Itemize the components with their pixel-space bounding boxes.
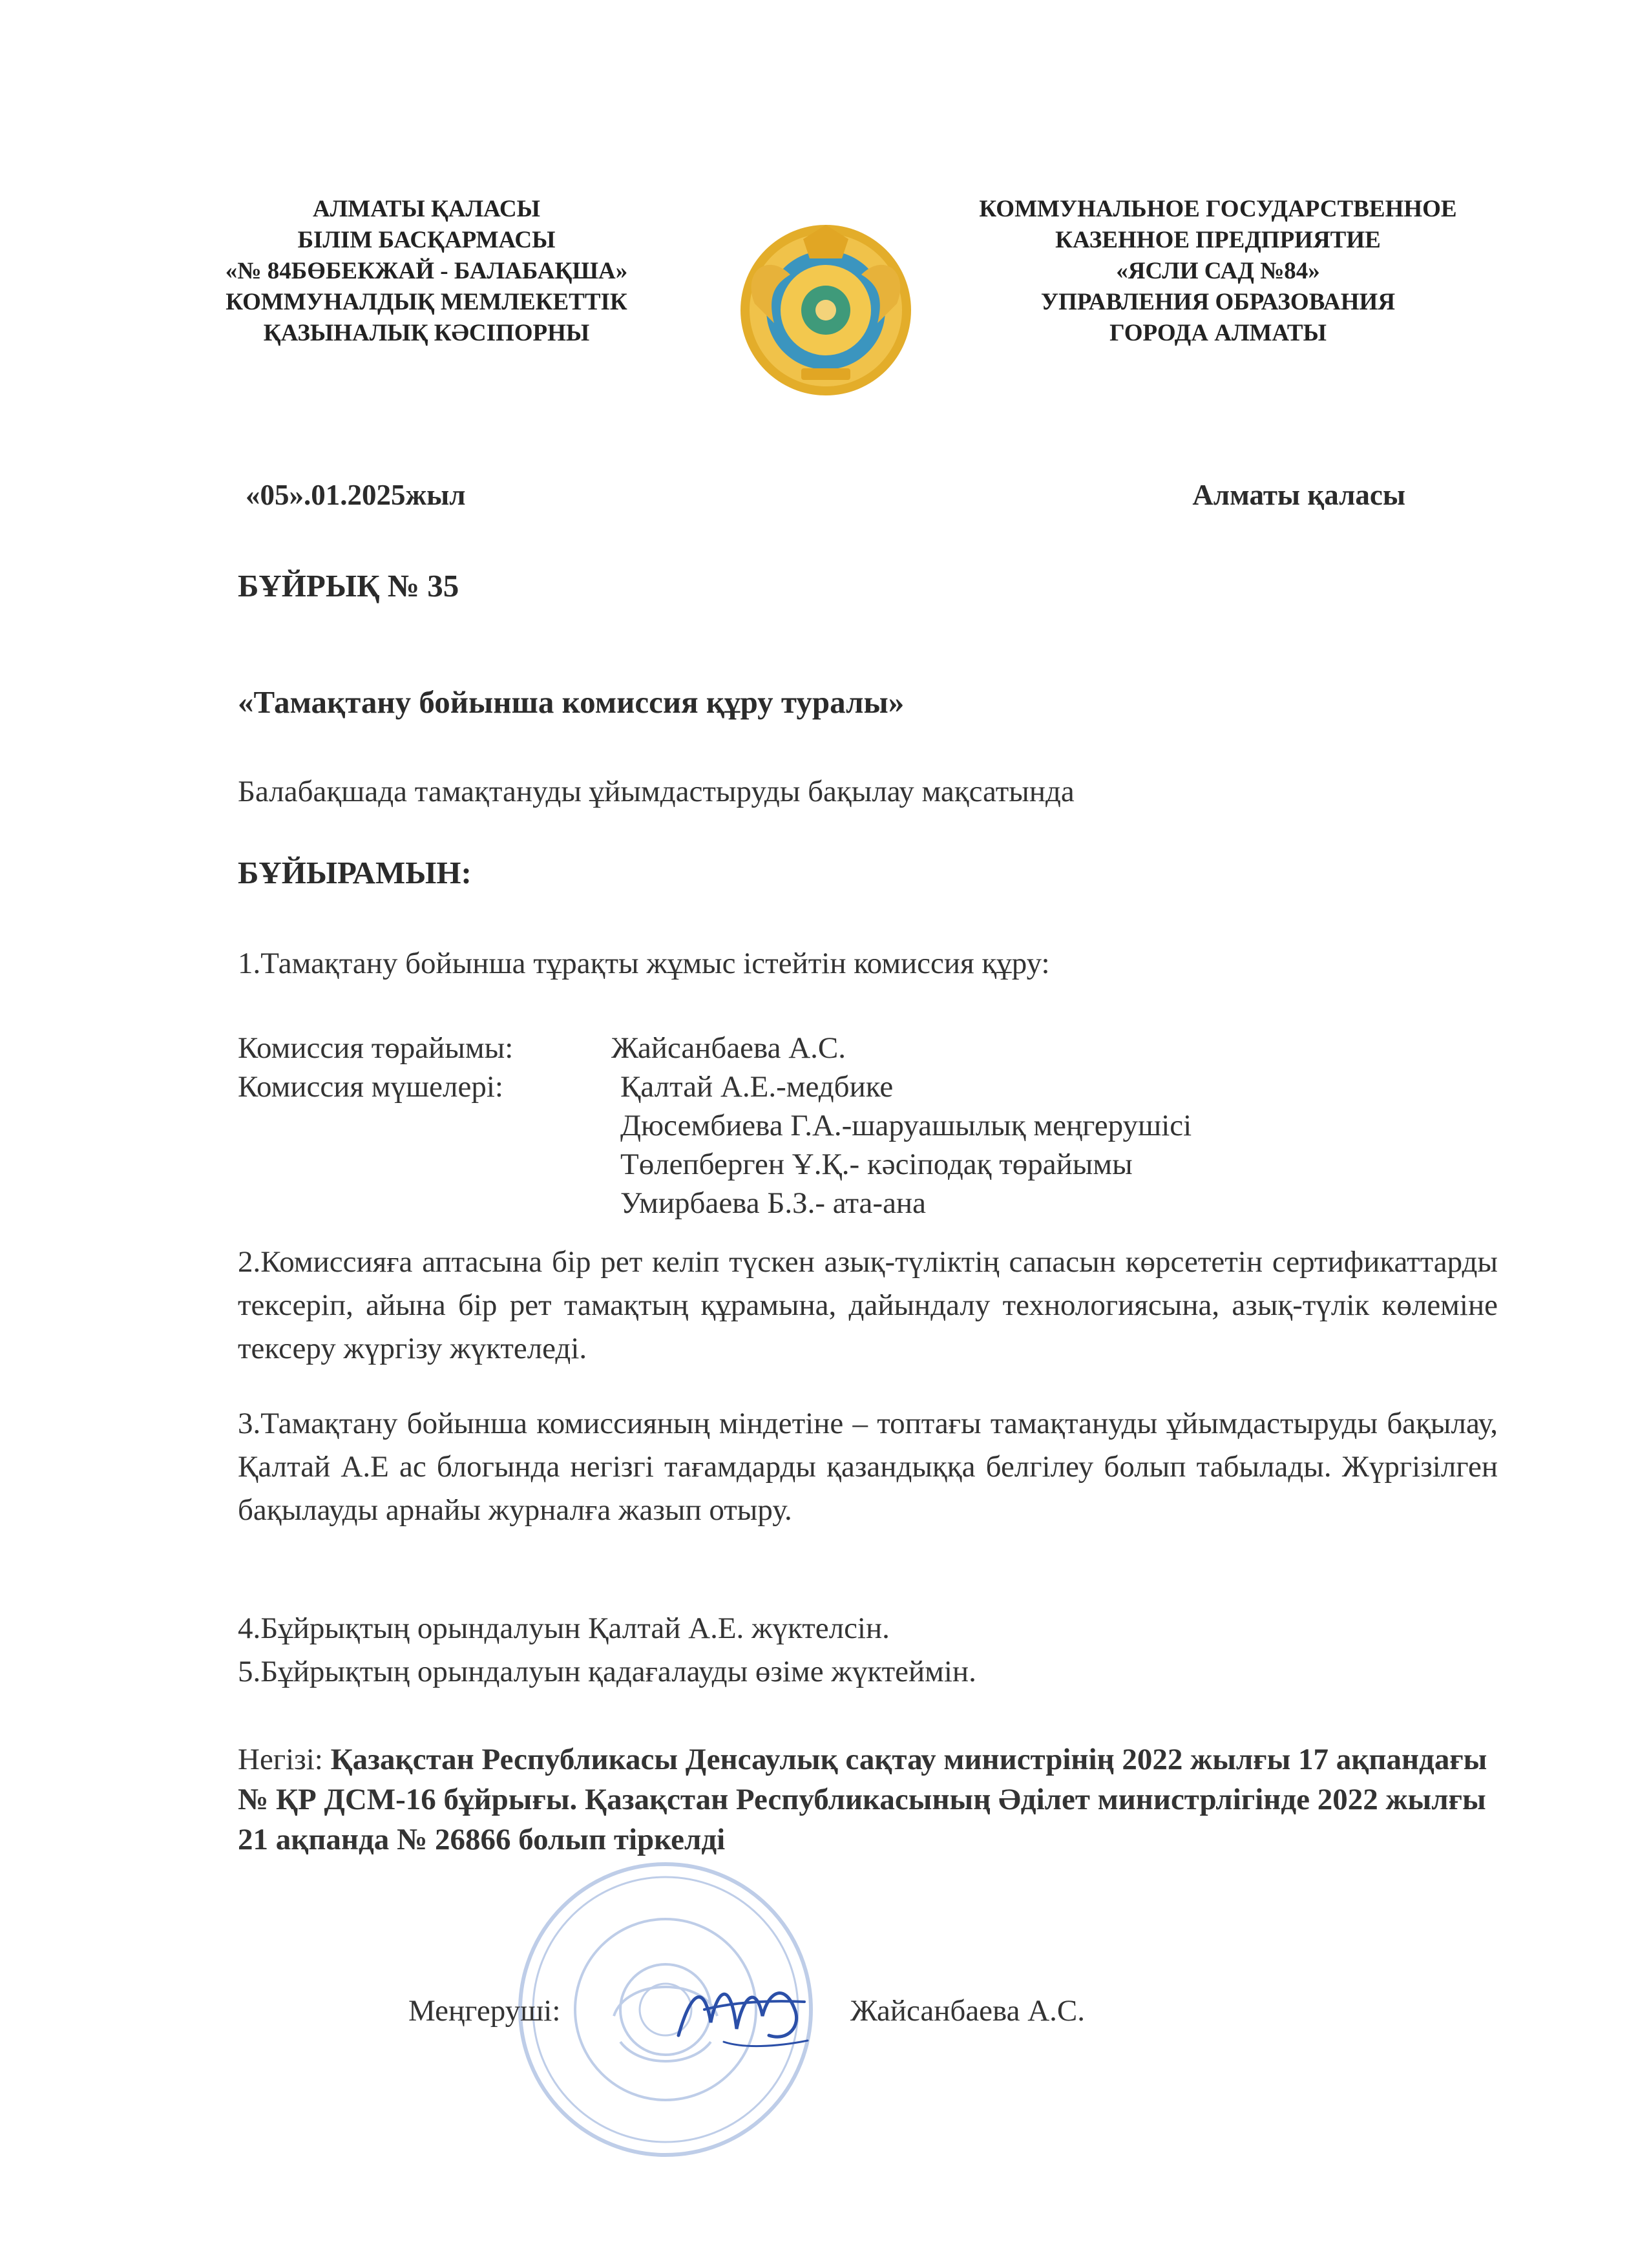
letterhead-line: КАЗЕННОЕ ПРЕДПРИЯТИЕ (1055, 227, 1381, 253)
order-item-3: 3.Тамақтану бойынша комиссияның міндетіне – топтағы тамақтануды ұйымдастыруды бақылау, Қалтай А.Е ас блогында негізгі тағамдарды қазандыққа белгілеу болып табылады. Жүргізілген бақылауды арнайы журналға жазып отыру. (238, 1407, 1498, 1527)
letterhead-line: «ЯСЛИ САД №84» (1116, 258, 1320, 284)
order-title: «Тамақтану бойынша комиссия құру туралы» (238, 684, 905, 720)
member-name: Дюсембиева Г.А.-шаруашылық меңгерушісі (620, 1109, 1192, 1142)
letterhead-line: КОММУНАЛДЫҚ МЕМЛЕКЕТТІК (226, 289, 627, 315)
order-item-1: 1.Тамақтану бойынша тұрақты жұмыс істейтін комиссия құру: (238, 947, 1050, 980)
letterhead-line: КОММУНАЛЬНОЕ ГОСУДАРСТВЕННОЕ (979, 196, 1457, 222)
order-item-5: 5.Бұйрықтың орындалуын қадағалауды өзіме жүктеймін. (238, 1655, 976, 1688)
letterhead-line: УПРАВЛЕНИЯ ОБРАЗОВАНИЯ (1040, 289, 1396, 315)
member-name: Төлепберген Ұ.Қ.- кәсіподақ төрайымы (620, 1148, 1133, 1181)
member-name: Умирбаева Б.З.- ата-ана (620, 1186, 926, 1220)
letterhead-line: АЛМАТЫ ҚАЛАСЫ (313, 196, 540, 222)
chair-label: Комиссия төрайымы: (238, 1031, 514, 1065)
signatory-name: Жайсанбаева А.С. (850, 1994, 1086, 2028)
order-items-4-5 (238, 1607, 976, 1694)
order-item-4: 4.Бұйрықтың орындалуын Қалтай А.Е. жүктелсін. (238, 1612, 890, 1645)
state-emblem-icon (729, 213, 923, 401)
letterhead-kazakh (168, 194, 685, 349)
letterhead-line: «№ 84БӨБЕКЖАЙ - БАЛАБАҚША» (225, 258, 628, 284)
basis-label: Негізі: (238, 1743, 323, 1776)
handwritten-signature-icon (666, 1964, 821, 2061)
basis-text: Қазақстан Республикасы Денсаулық сақтау министрінің 2022 жылғы 17 ақпандағы № ҚР ДСМ-16 бұйрығы. Қазақстан Республикасының Әділет министрлігінде 2022 жылғы 21 ақпанда № 26866 болып тіркелді (238, 1743, 1487, 1856)
letterhead-line: ГОРОДА АЛМАТЫ (1109, 320, 1327, 346)
order-purpose: Балабақшада тамақтануды ұйымдастыруды бақылау мақсатында (238, 775, 1075, 808)
legal-basis (238, 1739, 1498, 1860)
member-name: Қалтай А.Е.-медбике (620, 1070, 894, 1104)
letterhead-line: ҚАЗЫНАЛЫҚ КӘСІПОРНЫ (263, 320, 590, 346)
letterhead-russian (918, 194, 1518, 349)
signatory-role: Меңгеруші: (408, 1994, 561, 2028)
order-item-2: 2.Комиссияға аптасына бір рет келіп түскен азық-түліктің сапасын көрсететін сертификаттарды тексеріп, айына бір рет тамақтың құрамына, дайындалу технологиясына, азық-түлік көлеміне тексеру жүргізу жүктеледі. (238, 1245, 1498, 1365)
chair-name: Жайсанбаева А.С. (611, 1031, 846, 1065)
letterhead-line: БІЛІМ БАСҚАРМАСЫ (297, 227, 556, 253)
decree-heading: БҰЙЫРАМЫН: (238, 855, 472, 890)
members-label: Комиссия мүшелері: (238, 1070, 503, 1104)
order-date: «05».01.2025жыл (246, 479, 466, 511)
order-city: Алматы қаласы (1192, 479, 1405, 511)
order-number: БҰЙРЫҚ № 35 (238, 568, 459, 604)
